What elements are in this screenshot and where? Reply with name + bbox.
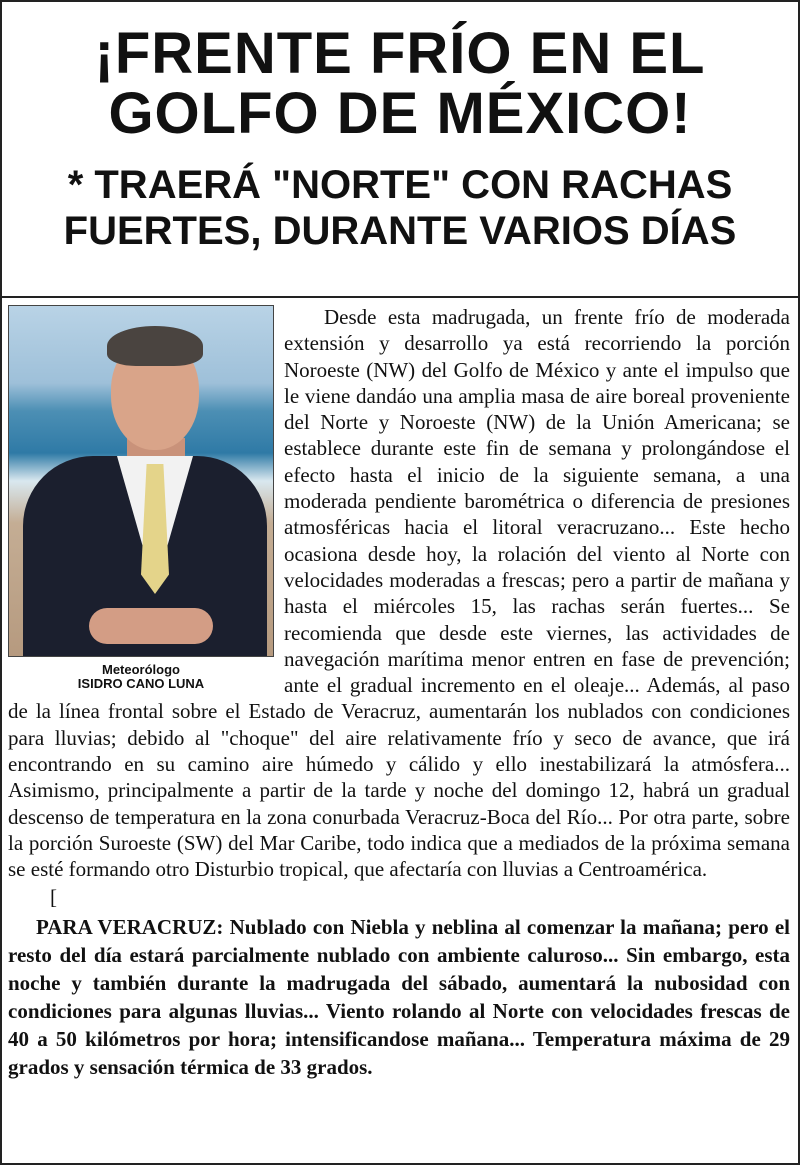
forecast-heading: PARA VERACRUZ:	[36, 914, 224, 939]
photo-caption	[8, 663, 274, 691]
forecast-text: Nublado con Niebla y neblina al comenzar la mañana; pero el resto del día estará parcialmente nublado con ambiente caluroso... Sin embargo, esta noche y también durante la madrugada del sábado, aumentará la nubosidad con condiciones para algunas lluvias... Viento rolando al Norte con velocidades frescas de 40 a 50 kilómetros por hora; intensificandose mañana... Temperatura máxima de 29 grados y sensación térmica de 33 grados.	[8, 914, 791, 1079]
forecast-paragraph	[8, 913, 790, 1081]
caption-name: ISIDRO CANO LUNA	[77, 676, 205, 691]
headline	[2, 2, 798, 144]
meteorologist-photo	[8, 305, 274, 657]
subheadline	[2, 144, 798, 254]
bracket-mark: [	[50, 884, 57, 909]
photo-block	[8, 305, 274, 691]
headline-line-2: GOLFO DE MÉXICO!	[108, 81, 692, 146]
article	[8, 304, 790, 1081]
section-divider	[2, 296, 798, 298]
subheadline-line-2: FUERTES, DURANTE VARIOS DÍAS	[63, 209, 737, 253]
headline-line-1: ¡FRENTE FRÍO EN EL	[94, 21, 706, 86]
article-body: Desde esta madrugada, un frente frío de moderada extensión y desarrollo ya está recorriendo la porción Noroeste (NW) del Golfo de México y ante el impulso que le viene dandáo una amplia masa de aire boreal proveniente del Norte y Noroeste (NW) de la Unión Americana; se establece durante este fin de semana y prolongándose el efecto hasta el inicio de la siguiente semana, a una moderada pendiente barométrica o diferencia de presiones atmosféricas hacia el litoral veracruzano... Este hecho ocasiona desde hoy, la rolación del viento al Norte con velocidades moderadas a frescas; pero a partir de mañana y hasta el miércoles 15, las rachas serán fuertes... Se recomienda que desde este viernes, las actividades de navegación marítima menor entren en fase de prevención; ante el gradual incremento en el oleaje... Además, al paso de la línea frontal sobre el Estado de Veracruz, aumentarán los nublados con condiciones para lluvias; debido al "choque" del aire relativamente frío y seco de avance, que irá encontrando en su camino aire húmedo y cálido y ello inestabilizará la atmósfera... Asimismo, principalmente a partir de la tarde y noche del domingo 12, habrá un gradual descenso de temperatura en la zona conurbada Veracruz-Boca del Río... Por otra parte, sobre la porción Suroeste (SW) del Mar Caribe, todo indica que a mediados de la próxima semana se esté formando otro Disturbio tropical, que afectaría con lluvias a Centroamérica.	[8, 305, 790, 882]
subheadline-line-1: * TRAERÁ "NORTE" CON RACHAS	[67, 163, 733, 207]
caption-title: Meteorólogo	[102, 662, 180, 677]
